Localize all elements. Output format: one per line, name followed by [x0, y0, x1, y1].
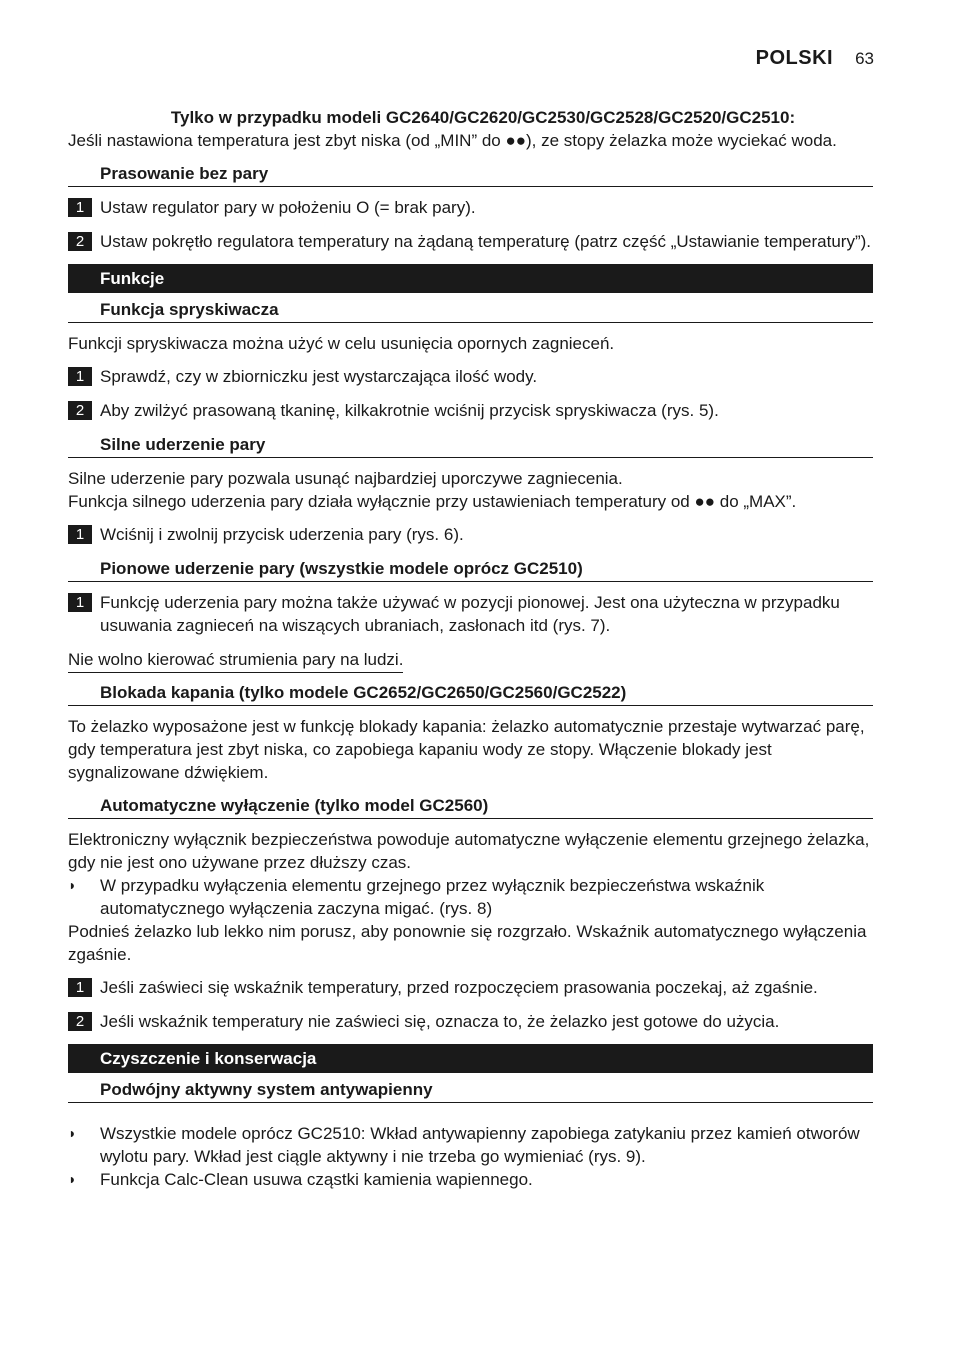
- auto-off-text-1: Elektroniczny wyłącznik bezpieczeństwa powoduje automatyczne wyłączenie elementu grzejnego żelazka, gdy nie jest ono używane przez dłuższy czas.: [68, 830, 870, 872]
- model-note-title: Tylko w przypadku modeli GC2640/GC2620/GC2530/GC2528/GC2520/GC2510:: [170, 108, 796, 127]
- drip-text: To żelazko wyposażone jest w funkcję blokady kapania: żelazko automatycznie przestaje wytwarzać parę, gdy temperatura jest zbyt niska, co zapobiega kapaniu wody ze stopy. Włączenie blokady jest sygnalizowane dźwiękiem.: [68, 717, 865, 782]
- shot-text-1: Silne uderzenie pary pozwala usunąć najbardziej uporczywe zagniecenia.: [68, 469, 623, 488]
- subheading-anti-calc: Podwójny aktywny system antywapienny: [68, 1078, 873, 1103]
- section-cleaning: Czyszczenie i konserwacja: [68, 1044, 873, 1073]
- step-text: Jeśli zaświeci się wskaźnik temperatury, przed rozpoczęciem prasowania poczekaj, aż zgaśnie.: [100, 978, 818, 997]
- section-functions: Funkcje: [68, 264, 873, 293]
- bullet-text: W przypadku wyłączenia elementu grzejnego przez wyłącznik bezpieczeństwa wskaźnik automatycznego wyłączenia zaczyna migać. (rys. 8): [100, 876, 765, 918]
- step-text: Funkcję uderzenia pary można także używać w pozycji pionowej. Jest ona użyteczna w przypadku usuwania zagnieceń na wiszących ubraniach, zasłonach itd (rys. 7).: [100, 593, 840, 635]
- step: [68, 399, 873, 422]
- bullet-text: Funkcja Calc-Clean usuwa cząstki kamienia wapiennego.: [100, 1170, 533, 1189]
- bullet-icon: ◗: [68, 877, 77, 893]
- step-number: 1: [68, 198, 92, 217]
- warning-text: Nie wolno kierować strumienia pary na ludzi.: [68, 648, 403, 673]
- shot-text-2: Funkcja silnego uderzenia pary działa wyłącznie przy ustawieniach temperatury od ●● do „MAX”.: [68, 492, 797, 511]
- step: [68, 976, 873, 999]
- subheading-vertical-steam: Pionowe uderzenie pary (wszystkie modele oprócz GC2510): [68, 557, 873, 582]
- bullet-icon: ◗: [68, 1171, 77, 1187]
- bullet-item: [68, 1168, 873, 1191]
- step: [68, 365, 873, 388]
- page-number: 63: [855, 49, 874, 68]
- spray-intro: Funkcji spryskiwacza można użyć w celu usunięcia opornych zagnieceń.: [68, 334, 615, 353]
- step: [68, 591, 873, 637]
- step: [68, 523, 873, 546]
- step-number: 2: [68, 401, 92, 420]
- bullet-text: Wszystkie modele oprócz GC2510: Wkład antywapienny zapobiega zatykaniu przez kamień otworów wylotu pary. Wkład jest ciągle aktywny i nie trzeba go wymieniać (rys. 9).: [100, 1124, 860, 1166]
- step-text: Ustaw regulator pary w położeniu O (= brak pary).: [100, 198, 476, 217]
- step-number: 1: [68, 593, 92, 612]
- model-note-text: Jeśli nastawiona temperatura jest zbyt niska (od „MIN” do ●●), ze stopy żelazka może wyciekać woda.: [68, 131, 837, 150]
- subheading-shot-of-steam: Silne uderzenie pary: [68, 433, 873, 458]
- language-label: POLSKI: [755, 47, 834, 69]
- subheading-dry-ironing: Prasowanie bez pary: [68, 162, 873, 187]
- step-text: Wciśnij i zwolnij przycisk uderzenia pary (rys. 6).: [100, 525, 464, 544]
- step-number: 2: [68, 232, 92, 251]
- step-number: 1: [68, 525, 92, 544]
- bullet-item: [68, 874, 873, 920]
- bullet-item: [68, 1122, 873, 1168]
- step-text: Sprawdź, czy w zbiorniczku jest wystarczająca ilość wody.: [100, 367, 538, 386]
- page-header: [756, 47, 874, 70]
- step: [68, 196, 873, 219]
- step-number: 1: [68, 367, 92, 386]
- step-text: Jeśli wskaźnik temperatury nie zaświeci się, oznacza to, że żelazko jest gotowe do użycia.: [100, 1012, 780, 1031]
- subheading-drip-stop: Blokada kapania (tylko modele GC2652/GC2650/GC2560/GC2522): [68, 681, 873, 706]
- step: [68, 230, 873, 253]
- bullet-icon: ◗: [68, 1125, 77, 1141]
- step-number: 1: [68, 978, 92, 997]
- step-text: Aby zwilżyć prasowaną tkaninę, kilkakrotnie wciśnij przycisk spryskiwacza (rys. 5).: [100, 401, 719, 420]
- step-text: Ustaw pokrętło regulatora temperatury na żądaną temperaturę (patrz część „Ustawianie temperatury”).: [100, 232, 872, 251]
- subheading-spray: Funkcja spryskiwacza: [68, 298, 873, 323]
- step-number: 2: [68, 1012, 92, 1031]
- subheading-auto-off: Automatyczne wyłączenie (tylko model GC2560): [68, 794, 873, 819]
- step: [68, 1010, 873, 1033]
- auto-off-text-2: Podnieś żelazko lub lekko nim porusz, aby ponownie się rozgrzało. Wskaźnik automatycznego wyłączenia zgaśnie.: [68, 922, 867, 964]
- page-content: [68, 106, 873, 1191]
